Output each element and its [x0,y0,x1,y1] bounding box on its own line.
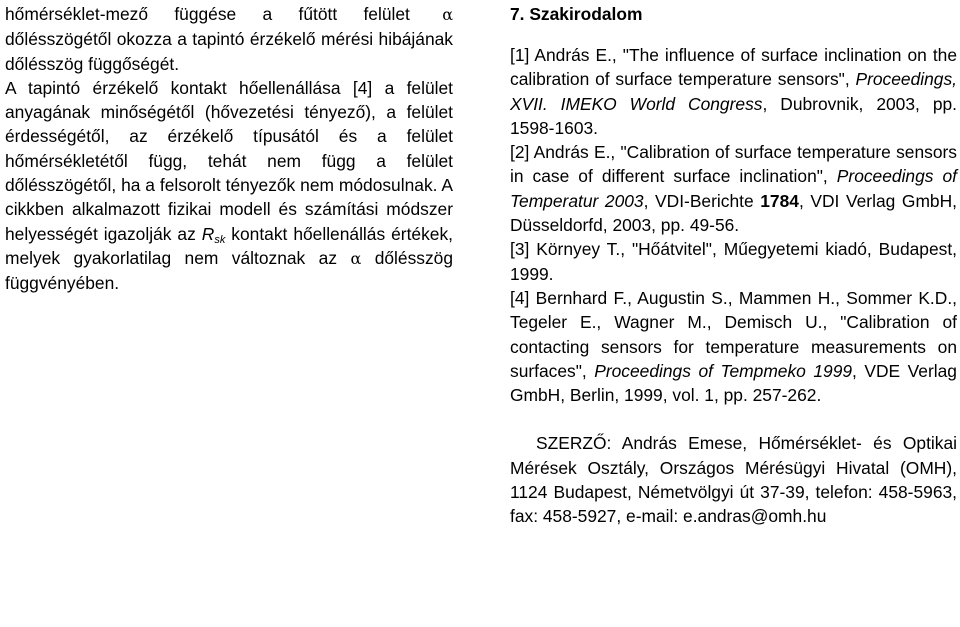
reference-venue: Proceedings of Temperatur 2003 [510,166,957,211]
reference-text: [4] Bernhard F., Augustin S., Mammen H., Sommer K.D., Tegeler E., Wagner M., Demisch U., "Calibration of contacting sensors for temperature measurements on surfaces", [510,287,957,381]
left-column [5,2,453,296]
paragraph-text: hőmérséklet-mező függése a fűtött felület [5,4,410,24]
alpha-symbol: α [442,5,453,24]
reference-3: [3] Környey T., "Hőátvitel", Műegyetemi kiadó, Budapest, 1999. [510,239,957,284]
reference-text: , VDI Verlag GmbH, Düsseldorfd, 2003, pp. 49-56. [510,190,957,236]
alpha-symbol: α [350,248,362,268]
reference-volume: 1784 [760,190,799,211]
paragraph-text: dőlésszög függvényében. [5,247,453,294]
reference-venue: Proceedings of Tempmeko 1999 [594,360,853,381]
paragraph-text: kontakt hőellenállás értékek, melyek gyakorlatilag nem változnak az [5,223,453,268]
variable-r-sk [202,224,226,244]
variable-subscript: sk [214,233,226,246]
paragraph-text: dőlésszögétől okozza a tapintó érzékelő mérési hibájának dőlésszög függőségét. [5,29,453,74]
reference-text: , VDI-Berichte [643,190,754,211]
reference-1 [510,43,957,140]
reference-text: , Dubrovnik, 2003, pp. 1598-1603. [510,93,957,138]
reference-text: [2] András E., "Calibration of surface temperature sensors in case of different surface inclination", [510,142,957,187]
author-info: SZERZŐ: András Emese, Hőmérséklet- és Optikai Mérések Osztály, Országos Mérésügyi Hivatal (OMH), 1124 Budapest, Németvölgyi út 37-39, telefon: 458-5963, fax: 458-5927, e-mail: e.andras@omh.hu [510,433,957,527]
reference-venue: Proceedings, XVII. IMEKO World Congress [510,69,957,114]
reference-2 [510,140,957,237]
reference-4 [510,286,957,407]
variable-symbol: R [201,223,215,244]
reference-text: , VDE Verlag GmbH, Berlin, 1999, vol. 1, pp. 257-262. [510,360,957,406]
section-title: 7. Szakirodalom [510,4,643,24]
reference-text: [1] András E., "The influence of surface inclination on the calibration of surface temperature sensors", [510,45,957,90]
paragraph-text: A tapintó érzékelő kontakt hőellenállása [4] a felület anyagának minőségétől (hővezetési tényező), a felület érdességétől, az érzékelő típusától és a felület hőmérsékletétől függ, tehát nem függ a felület dőlésszögétől, ha a felsorolt tényezők nem módosulnak. A cikkben alkalmazott fizikai modell és számítási módszer helyességét igazolják az [5,77,453,244]
paragraph-alpha-dependence [5,2,453,76]
right-column [510,2,957,529]
paragraph-contact-resistance [5,76,453,296]
